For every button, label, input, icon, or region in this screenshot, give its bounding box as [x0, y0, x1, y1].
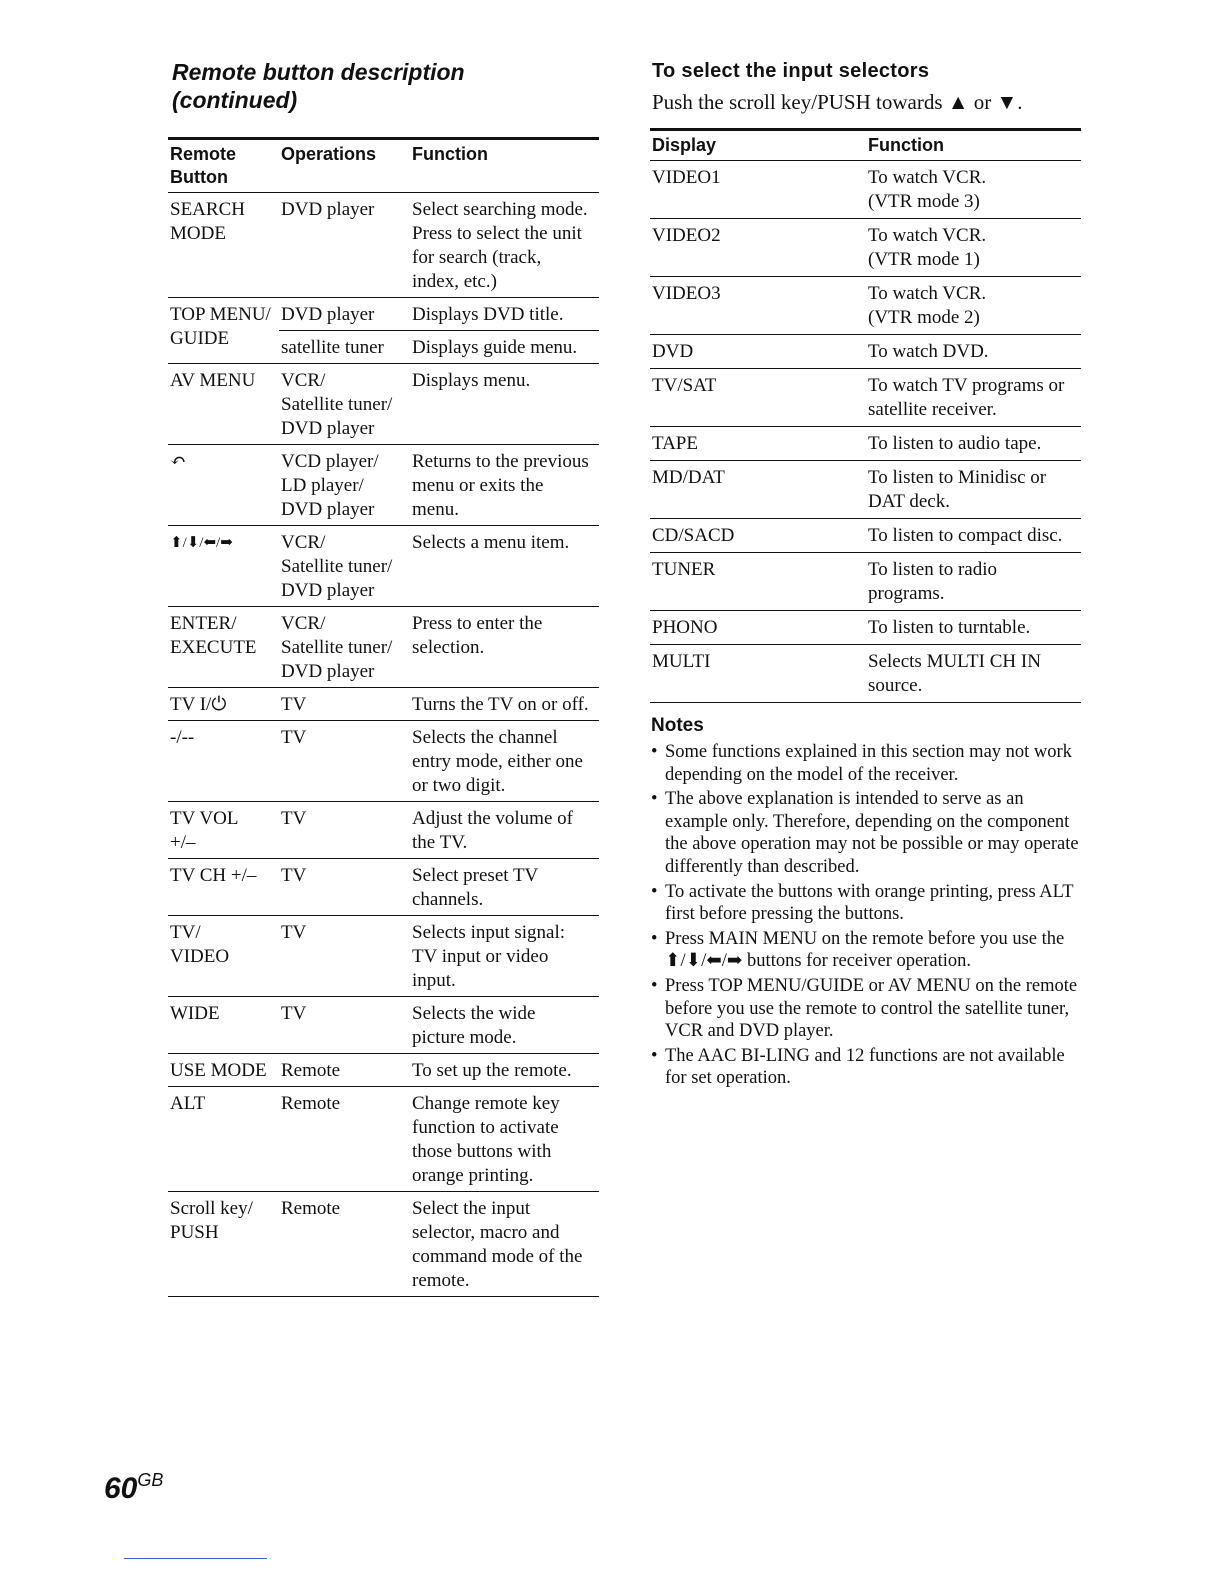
cell-display: MULTI: [650, 645, 866, 703]
table-header-row: [168, 139, 599, 193]
cell-function: Selects the wide picture mode.: [410, 997, 599, 1054]
table-row: [650, 277, 1081, 335]
return-icon: ↶: [168, 445, 279, 526]
table-row: [168, 1087, 599, 1192]
cell-operations: Remote: [279, 1192, 410, 1297]
cell-function: Select preset TV channels.: [410, 859, 599, 916]
cell-button: TOP MENU/ GUIDE: [168, 298, 279, 364]
cell-function: To watch VCR. (VTR mode 1): [866, 219, 1081, 277]
cell-button: -/--: [168, 721, 279, 802]
page-number-value: 60: [104, 1472, 138, 1505]
note-item: • Press TOP MENU/GUIDE or AV MENU on the remote before you use the remote to control the satellite tuner, VCR and DVD player.: [651, 975, 1081, 1043]
header-function: Function: [410, 139, 599, 193]
cell-button: TV I/⏻: [168, 688, 279, 721]
table-row: [168, 193, 599, 298]
cell-function: Select the input selector, macro and command mode of the remote.: [410, 1192, 599, 1297]
table-row: [650, 335, 1081, 369]
table-row: [168, 298, 599, 331]
table-row: [650, 369, 1081, 427]
cell-function: Adjust the volume of the TV.: [410, 802, 599, 859]
cell-function: To listen to audio tape.: [866, 427, 1081, 461]
note-item: • The above explanation is intended to serve as an example only. Therefore, depending on the component the above operation may not be possible or may operate differently than described.: [651, 788, 1081, 878]
cell-operations: VCR/ Satellite tuner/ DVD player: [279, 526, 410, 607]
cell-operations: Remote: [279, 1054, 410, 1087]
table-row: [168, 607, 599, 688]
cell-function: Displays menu.: [410, 364, 599, 445]
table-row: [650, 161, 1081, 219]
cell-display: TUNER: [650, 553, 866, 611]
cell-operations: TV: [279, 721, 410, 802]
cell-function: Displays guide menu.: [410, 331, 599, 364]
cell-operations: TV: [279, 916, 410, 997]
cell-display: CD/SACD: [650, 519, 866, 553]
page-number-suffix: GB: [137, 1470, 164, 1490]
note-item: • Some functions explained in this section may not work depending on the model of the receiver.: [651, 741, 1081, 786]
cell-function: To watch VCR. (VTR mode 2): [866, 277, 1081, 335]
table-row: [650, 427, 1081, 461]
cell-button: TV VOL +/–: [168, 802, 279, 859]
header-function: Function: [866, 130, 1081, 161]
notes-heading: Notes: [651, 715, 704, 736]
footer-divider: [124, 1558, 267, 1559]
cell-function: Selects a menu item.: [410, 526, 599, 607]
cell-function: Displays DVD title.: [410, 298, 599, 331]
cell-button: AV MENU: [168, 364, 279, 445]
cell-button: TV/ VIDEO: [168, 916, 279, 997]
note-item: • To activate the buttons with orange printing, press ALT first before pressing the buttons.: [651, 881, 1081, 926]
table-row: [650, 519, 1081, 553]
cell-function: To listen to turntable.: [866, 611, 1081, 645]
table-row: [168, 997, 599, 1054]
cell-operations: VCD player/ LD player/ DVD player: [279, 445, 410, 526]
page-number: [104, 1470, 163, 1506]
cell-operations: TV: [279, 997, 410, 1054]
cell-function: Turns the TV on or off.: [410, 688, 599, 721]
cell-operations: satellite tuner: [279, 331, 410, 364]
table-row: [650, 611, 1081, 645]
header-display: Display: [650, 130, 866, 161]
cell-display: VIDEO1: [650, 161, 866, 219]
cell-function: Selects MULTI CH IN source.: [866, 645, 1081, 703]
cell-button: Scroll key/ PUSH: [168, 1192, 279, 1297]
header-operations: Operations: [279, 139, 410, 193]
table-row: [650, 553, 1081, 611]
cell-function: To watch TV programs or satellite receiver.: [866, 369, 1081, 427]
cell-display: TAPE: [650, 427, 866, 461]
cell-display: VIDEO2: [650, 219, 866, 277]
cell-button: ENTER/ EXECUTE: [168, 607, 279, 688]
cell-operations: DVD player: [279, 298, 410, 331]
input-selector-table: [650, 128, 1081, 703]
cell-button: SEARCH MODE: [168, 193, 279, 298]
table-row: [168, 445, 599, 526]
cell-function: To listen to radio programs.: [866, 553, 1081, 611]
table-row: [168, 721, 599, 802]
cell-operations: Remote: [279, 1087, 410, 1192]
table-row: [168, 688, 599, 721]
cell-operations: TV: [279, 859, 410, 916]
cell-function: Change remote key function to activate those buttons with orange printing.: [410, 1087, 599, 1192]
title-line-2: (continued): [172, 87, 298, 113]
cell-button: TV CH +/–: [168, 859, 279, 916]
cell-operations: VCR/ Satellite tuner/ DVD player: [279, 364, 410, 445]
table-row: [168, 916, 599, 997]
cell-display: PHONO: [650, 611, 866, 645]
cell-function: To listen to Minidisc or DAT deck.: [866, 461, 1081, 519]
cell-function: Press to enter the selection.: [410, 607, 599, 688]
cell-display: TV/SAT: [650, 369, 866, 427]
cell-display: MD/DAT: [650, 461, 866, 519]
title-line-1: Remote button description: [172, 59, 465, 85]
cell-function: To watch VCR. (VTR mode 3): [866, 161, 1081, 219]
cell-button: ALT: [168, 1087, 279, 1192]
table-row: [168, 802, 599, 859]
cell-button: WIDE: [168, 997, 279, 1054]
table-row: [168, 526, 599, 607]
cell-operations: VCR/ Satellite tuner/ DVD player: [279, 607, 410, 688]
arrow-keys-icon: ⬆/⬇/⬅/➡: [168, 526, 279, 607]
cell-button: USE MODE: [168, 1054, 279, 1087]
note-item: • The AAC BI-LING and 12 functions are not available for set operation.: [651, 1045, 1081, 1090]
note-item: • Press MAIN MENU on the remote before you use the ⬆/⬇/⬅/➡ buttons for receiver operation.: [651, 928, 1081, 973]
table-row: [650, 219, 1081, 277]
cell-operations: TV: [279, 688, 410, 721]
notes-list: [651, 741, 1081, 1092]
table-header-row: [650, 130, 1081, 161]
header-remote-button: Remote Button: [168, 139, 279, 193]
cell-function: To watch DVD.: [866, 335, 1081, 369]
table-row: [650, 645, 1081, 703]
table-row: [168, 1192, 599, 1297]
cell-display: VIDEO3: [650, 277, 866, 335]
table-row: [168, 859, 599, 916]
cell-function: Selects input signal: TV input or video input.: [410, 916, 599, 997]
input-selectors-instruction: Push the scroll key/PUSH towards ▲ or ▼.: [652, 90, 1023, 114]
section-title: [172, 58, 592, 114]
cell-operations: DVD player: [279, 193, 410, 298]
cell-function: Select searching mode. Press to select the unit for search (track, index, etc.): [410, 193, 599, 298]
cell-function: Returns to the previous menu or exits the menu.: [410, 445, 599, 526]
input-selectors-title: To select the input selectors: [652, 60, 930, 82]
cell-function: To set up the remote.: [410, 1054, 599, 1087]
table-row: [650, 461, 1081, 519]
remote-button-table: [168, 137, 599, 1297]
table-row: [168, 1054, 599, 1087]
cell-operations: TV: [279, 802, 410, 859]
cell-display: DVD: [650, 335, 866, 369]
cell-function: Selects the channel entry mode, either one or two digit.: [410, 721, 599, 802]
table-row: [168, 364, 599, 445]
cell-function: To listen to compact disc.: [866, 519, 1081, 553]
